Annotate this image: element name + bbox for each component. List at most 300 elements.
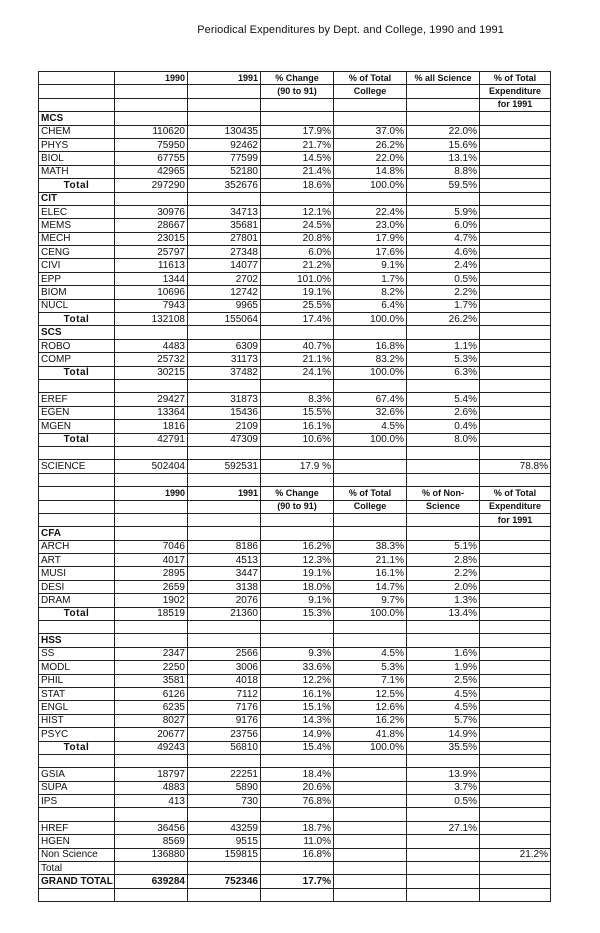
table-cell: 639284 — [115, 875, 188, 888]
table-cell: 30976 — [115, 205, 188, 218]
row-label-cell: MEMS — [39, 219, 115, 232]
table-cell: 10.6% — [261, 433, 334, 446]
table-cell — [480, 875, 551, 888]
table-cell: 43259 — [188, 821, 261, 834]
table-cell: 15.5% — [261, 406, 334, 419]
table-cell: 42965 — [115, 165, 188, 178]
table-cell — [480, 808, 551, 821]
blank-row — [39, 621, 551, 634]
table-cell — [115, 192, 188, 205]
table-cell: 11613 — [115, 259, 188, 272]
table-cell: 2566 — [188, 647, 261, 660]
table-cell — [480, 888, 551, 901]
row-label-cell: IPS — [39, 795, 115, 808]
row-label-cell: PHIL — [39, 674, 115, 687]
row-label-cell: ARCH — [39, 540, 115, 553]
row-label-cell: EREF — [39, 393, 115, 406]
table-cell — [261, 513, 334, 526]
table-cell: 6126 — [115, 687, 188, 700]
table-cell: 67755 — [115, 152, 188, 165]
table-cell: 40.7% — [261, 339, 334, 352]
table-cell: 100.0% — [334, 741, 407, 754]
table-cell: 17.6% — [334, 246, 407, 259]
table-cell — [480, 446, 551, 459]
table-cell — [407, 513, 480, 526]
table-cell — [480, 192, 551, 205]
table-row — [39, 647, 551, 660]
table-cell: 35.5% — [407, 741, 480, 754]
table-cell — [480, 433, 551, 446]
table-cell: (90 to 91) — [261, 500, 334, 513]
row-label-cell — [39, 888, 115, 901]
table-cell: 14.7% — [334, 580, 407, 593]
table-cell: % of Total — [334, 487, 407, 500]
college-label-row — [39, 634, 551, 647]
header-row — [39, 72, 551, 85]
grand-total-row — [39, 875, 551, 888]
table-cell: 730 — [188, 795, 261, 808]
row-label-cell: STAT — [39, 687, 115, 700]
table-cell: 16.2% — [261, 540, 334, 553]
table-cell — [334, 634, 407, 647]
table-cell — [334, 888, 407, 901]
table-cell: 4.5% — [407, 701, 480, 714]
table-cell — [480, 835, 551, 848]
table-row — [39, 406, 551, 419]
table-cell: 6235 — [115, 701, 188, 714]
table-cell: 33.6% — [261, 661, 334, 674]
subtotal-row — [39, 741, 551, 754]
table-row — [39, 714, 551, 727]
table-cell — [480, 781, 551, 794]
table-cell — [480, 219, 551, 232]
table-cell: 42791 — [115, 433, 188, 446]
table-cell: 6.4% — [334, 299, 407, 312]
table-cell: 4.5% — [334, 420, 407, 433]
table-cell — [261, 446, 334, 459]
table-cell: 56810 — [188, 741, 261, 754]
table-cell — [115, 862, 188, 875]
table-cell: 31873 — [188, 393, 261, 406]
table-cell: 8.3% — [261, 393, 334, 406]
table-cell: 5.9% — [407, 205, 480, 218]
row-label-cell: MECH — [39, 232, 115, 245]
table-row — [39, 339, 551, 352]
table-cell: 5.4% — [407, 393, 480, 406]
table-cell: (90 to 91) — [261, 85, 334, 98]
table-cell — [334, 473, 407, 486]
table-cell: 18519 — [115, 607, 188, 620]
table-cell: 38.3% — [334, 540, 407, 553]
table-cell — [480, 795, 551, 808]
table-cell: 2.2% — [407, 286, 480, 299]
table-cell: % Change — [261, 487, 334, 500]
document-title: Periodical Expenditures by Dept. and College, 1990 and 1991 — [197, 24, 504, 36]
table-cell — [115, 527, 188, 540]
table-cell: 2347 — [115, 647, 188, 660]
table-cell — [188, 85, 261, 98]
table-cell: 297290 — [115, 179, 188, 192]
table-cell: 32.6% — [334, 406, 407, 419]
table-cell: 18.6% — [261, 179, 334, 192]
row-label-cell: ROBO — [39, 339, 115, 352]
table-cell — [334, 768, 407, 781]
table-cell — [407, 460, 480, 473]
table-cell — [407, 527, 480, 540]
row-label-cell: PHYS — [39, 138, 115, 151]
table-cell: 4.5% — [334, 647, 407, 660]
row-label-cell: EGEN — [39, 406, 115, 419]
table-cell: 1991 — [188, 487, 261, 500]
table-cell: 1.7% — [407, 299, 480, 312]
table-cell: 4513 — [188, 554, 261, 567]
row-label-cell: Total — [39, 741, 115, 754]
table-cell: 18.4% — [261, 768, 334, 781]
table-cell — [115, 634, 188, 647]
table-cell: 37482 — [188, 366, 261, 379]
table-cell: 20677 — [115, 728, 188, 741]
expenditure-table — [38, 71, 551, 902]
table-cell: 7.1% — [334, 674, 407, 687]
table-cell: 21.2% — [480, 848, 551, 861]
row-label-cell: ELEC — [39, 205, 115, 218]
table-cell: 22.0% — [407, 125, 480, 138]
table-cell — [188, 808, 261, 821]
table-cell — [480, 112, 551, 125]
table-cell: 52180 — [188, 165, 261, 178]
row-label-cell — [39, 98, 115, 111]
table-cell — [407, 112, 480, 125]
table-cell — [480, 580, 551, 593]
table-cell — [480, 594, 551, 607]
table-row — [39, 848, 551, 861]
table-cell — [261, 527, 334, 540]
row-label-cell — [39, 379, 115, 392]
table-cell: 2109 — [188, 420, 261, 433]
table-row — [39, 165, 551, 178]
table-cell — [334, 112, 407, 125]
table-row — [39, 219, 551, 232]
table-cell — [480, 353, 551, 366]
table-cell: 13.4% — [407, 607, 480, 620]
table-cell: 14.3% — [261, 714, 334, 727]
table-cell — [188, 379, 261, 392]
table-cell — [480, 728, 551, 741]
table-cell: 136880 — [115, 848, 188, 861]
table-cell — [188, 326, 261, 339]
table-row — [39, 862, 551, 875]
table-cell: 7112 — [188, 687, 261, 700]
table-row — [39, 781, 551, 794]
table-cell: 1.6% — [407, 647, 480, 660]
table-cell — [480, 165, 551, 178]
table-cell: 11.0% — [261, 835, 334, 848]
row-label-cell — [39, 808, 115, 821]
table-cell — [480, 366, 551, 379]
table-cell: 9176 — [188, 714, 261, 727]
table-cell: 1.1% — [407, 339, 480, 352]
row-label-cell: GRAND TOTAL — [39, 875, 115, 888]
row-label-cell — [39, 513, 115, 526]
table-cell: 15436 — [188, 406, 261, 419]
table-cell: 22.4% — [334, 205, 407, 218]
table-cell — [480, 313, 551, 326]
table-row — [39, 420, 551, 433]
table-cell: 752346 — [188, 875, 261, 888]
table-cell: 110620 — [115, 125, 188, 138]
table-cell — [188, 446, 261, 459]
table-cell: 1902 — [115, 594, 188, 607]
table-cell: 15.3% — [261, 607, 334, 620]
table-cell — [334, 326, 407, 339]
table-cell: 100.0% — [334, 179, 407, 192]
table-cell: 16.8% — [261, 848, 334, 861]
table-cell — [188, 112, 261, 125]
table-cell: 16.1% — [261, 420, 334, 433]
table-row — [39, 286, 551, 299]
table-cell — [480, 554, 551, 567]
table-cell — [407, 446, 480, 459]
table-cell: 1991 — [188, 72, 261, 85]
row-label-cell — [39, 85, 115, 98]
table-cell: 22.0% — [334, 152, 407, 165]
row-label-cell: MODL — [39, 661, 115, 674]
table-cell: 1816 — [115, 420, 188, 433]
row-label-cell: Total — [39, 313, 115, 326]
table-cell: 21.1% — [261, 353, 334, 366]
table-cell: 21.1% — [334, 554, 407, 567]
table-cell — [480, 647, 551, 660]
table-cell: 8186 — [188, 540, 261, 553]
row-label-cell: EPP — [39, 272, 115, 285]
table-cell — [480, 232, 551, 245]
table-cell — [115, 98, 188, 111]
row-label-cell — [39, 621, 115, 634]
table-cell: 2.2% — [407, 567, 480, 580]
table-cell — [480, 701, 551, 714]
table-cell — [334, 862, 407, 875]
table-cell — [480, 205, 551, 218]
table-cell — [261, 754, 334, 767]
table-cell: 47309 — [188, 433, 261, 446]
table-cell — [261, 621, 334, 634]
table-cell: 8.2% — [334, 286, 407, 299]
table-row — [39, 594, 551, 607]
table-cell — [480, 473, 551, 486]
table-row — [39, 567, 551, 580]
table-cell — [480, 326, 551, 339]
table-cell: 2.0% — [407, 580, 480, 593]
table-cell — [407, 192, 480, 205]
table-cell: % all Science — [407, 72, 480, 85]
table-cell — [115, 808, 188, 821]
table-cell — [480, 754, 551, 767]
table-cell: 1990 — [115, 72, 188, 85]
table-cell: 155064 — [188, 313, 261, 326]
table-cell: 10696 — [115, 286, 188, 299]
table-cell — [334, 192, 407, 205]
row-label-cell: CHEM — [39, 125, 115, 138]
row-label-cell: ART — [39, 554, 115, 567]
table-cell — [115, 85, 188, 98]
table-cell: 15.6% — [407, 138, 480, 151]
row-label-cell: DRAM — [39, 594, 115, 607]
table-cell — [480, 259, 551, 272]
table-cell: 2.6% — [407, 406, 480, 419]
table-cell: 2250 — [115, 661, 188, 674]
table-cell — [407, 848, 480, 861]
table-row — [39, 554, 551, 567]
table-cell: 9.1% — [334, 259, 407, 272]
table-cell — [115, 446, 188, 459]
table-cell — [480, 527, 551, 540]
table-cell — [407, 754, 480, 767]
table-cell: 5.3% — [334, 661, 407, 674]
table-cell: 4883 — [115, 781, 188, 794]
table-cell: 75950 — [115, 138, 188, 151]
table-cell — [115, 888, 188, 901]
table-cell: 3447 — [188, 567, 261, 580]
table-cell: 159815 — [188, 848, 261, 861]
table-cell — [188, 634, 261, 647]
table-cell — [334, 875, 407, 888]
row-label-cell: Total — [39, 862, 115, 875]
table-cell: 2.4% — [407, 259, 480, 272]
table-cell: 35681 — [188, 219, 261, 232]
row-label-cell — [39, 487, 115, 500]
table-cell — [480, 246, 551, 259]
table-row — [39, 259, 551, 272]
header-row — [39, 487, 551, 500]
table-cell: 16.1% — [334, 567, 407, 580]
table-cell: 6.0% — [407, 219, 480, 232]
table-cell — [334, 795, 407, 808]
college-label-row — [39, 527, 551, 540]
table-cell: 6.3% — [407, 366, 480, 379]
table-row — [39, 232, 551, 245]
table-cell: 14.5% — [261, 152, 334, 165]
table-row — [39, 393, 551, 406]
table-cell: 1.9% — [407, 661, 480, 674]
table-cell: 14.9% — [261, 728, 334, 741]
table-cell — [480, 393, 551, 406]
table-cell: 16.8% — [334, 339, 407, 352]
table-row — [39, 152, 551, 165]
table-cell: % Change — [261, 72, 334, 85]
table-cell: 92462 — [188, 138, 261, 151]
table-cell — [115, 473, 188, 486]
table-cell: 1990 — [115, 487, 188, 500]
table-cell — [115, 513, 188, 526]
table-cell: 5890 — [188, 781, 261, 794]
table-cell: 100.0% — [334, 607, 407, 620]
table-cell: 20.8% — [261, 232, 334, 245]
header-row — [39, 85, 551, 98]
row-label-cell: SCS — [39, 326, 115, 339]
table-cell: 413 — [115, 795, 188, 808]
table-cell — [115, 379, 188, 392]
table-cell — [407, 835, 480, 848]
row-label-cell — [39, 754, 115, 767]
table-cell — [480, 138, 551, 151]
table-cell: 15.1% — [261, 701, 334, 714]
table-cell: 17.9% — [334, 232, 407, 245]
college-label-row — [39, 326, 551, 339]
row-label-cell: SUPA — [39, 781, 115, 794]
table-cell: 14.8% — [334, 165, 407, 178]
table-cell — [407, 888, 480, 901]
table-cell: 0.5% — [407, 795, 480, 808]
table-row — [39, 674, 551, 687]
table-cell: 17.9% — [261, 125, 334, 138]
table-cell — [480, 420, 551, 433]
table-cell: 8.8% — [407, 165, 480, 178]
table-cell — [334, 848, 407, 861]
table-cell — [334, 808, 407, 821]
table-cell — [480, 286, 551, 299]
table-cell: 5.7% — [407, 714, 480, 727]
subtotal-row — [39, 313, 551, 326]
row-label-cell — [39, 72, 115, 85]
table-cell: 26.2% — [407, 313, 480, 326]
table-cell: 132108 — [115, 313, 188, 326]
row-label-cell: MATH — [39, 165, 115, 178]
table-cell: 17.7% — [261, 875, 334, 888]
table-cell — [407, 862, 480, 875]
table-cell: 18.0% — [261, 580, 334, 593]
college-label-row — [39, 112, 551, 125]
table-cell — [480, 379, 551, 392]
table-cell — [480, 687, 551, 700]
table-row — [39, 835, 551, 848]
row-label-cell: Total — [39, 179, 115, 192]
table-cell — [261, 888, 334, 901]
table-cell: 1.7% — [334, 272, 407, 285]
table-cell — [480, 768, 551, 781]
blank-row — [39, 473, 551, 486]
table-row — [39, 246, 551, 259]
table-cell — [480, 607, 551, 620]
table-cell: 16.2% — [334, 714, 407, 727]
table-cell — [334, 621, 407, 634]
table-cell — [480, 339, 551, 352]
table-row — [39, 138, 551, 151]
table-cell: 2702 — [188, 272, 261, 285]
table-cell: College — [334, 85, 407, 98]
table-row — [39, 687, 551, 700]
table-cell — [480, 741, 551, 754]
table-cell — [188, 473, 261, 486]
row-label-cell: COMP — [39, 353, 115, 366]
table-row — [39, 540, 551, 553]
table-cell: 23.0% — [334, 219, 407, 232]
table-cell: 592531 — [188, 460, 261, 473]
subtotal-row — [39, 179, 551, 192]
subtotal-row — [39, 607, 551, 620]
table-cell — [334, 460, 407, 473]
table-cell: 13.9% — [407, 768, 480, 781]
table-cell — [480, 125, 551, 138]
table-cell — [334, 781, 407, 794]
table-cell — [188, 621, 261, 634]
row-label-cell: GSIA — [39, 768, 115, 781]
table-cell: 12.6% — [334, 701, 407, 714]
table-cell — [115, 621, 188, 634]
table-cell: 7046 — [115, 540, 188, 553]
table-row — [39, 821, 551, 834]
table-cell — [480, 152, 551, 165]
table-cell: 17.4% — [261, 313, 334, 326]
